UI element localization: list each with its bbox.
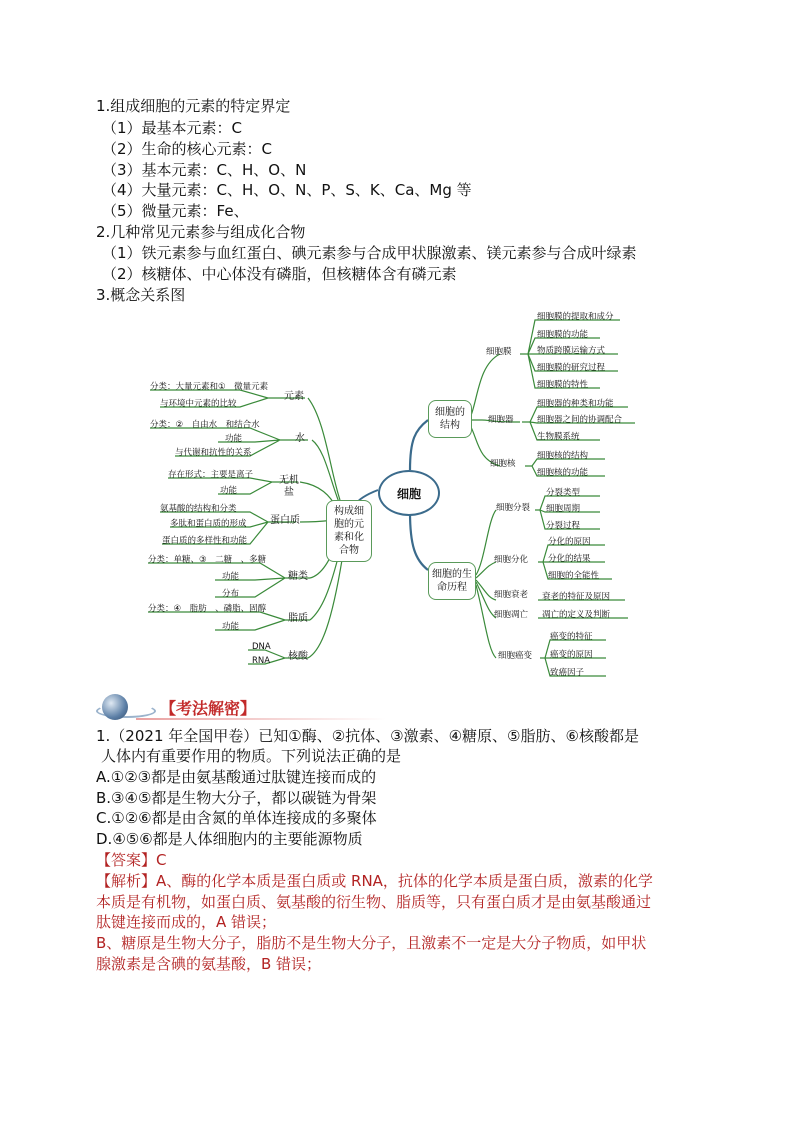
group-label: 细胞凋亡 [494, 610, 529, 620]
group-label: 细胞衰老 [494, 590, 529, 600]
leaf-node: 癌变的特征 [550, 632, 593, 642]
list-item: （1）铁元素参与血红蛋白、碘元素参与合成甲状腺激素、镁元素参与合成叶绿素 [102, 244, 637, 262]
group-label: 元素 [284, 391, 304, 402]
leaf-node: 分类：大量元素和① 微量元素 [150, 382, 269, 392]
group-label: 无机盐 [279, 475, 299, 498]
leaf-node: 分化的原因 [548, 537, 591, 547]
group-label: 细胞核 [490, 459, 516, 469]
group-label: 糖类 [288, 571, 308, 582]
hub-cell-structure: 细胞的结构 [428, 400, 472, 438]
leaf-node: 癌变的原因 [550, 650, 593, 660]
leaf-node: 分类：④ 脂肪 、磷脂、固醇 [148, 604, 267, 614]
group-label: 细胞分裂 [496, 503, 531, 513]
list-item: （4）大量元素：C、H、O、N、P、S、K、Ca、Mg 等 [102, 181, 472, 199]
answer: 【答案】C [96, 851, 167, 869]
leaf-node: 氨基酸的结构和分类 [160, 504, 237, 514]
leaf-node: 多肽和蛋白质的形成 [170, 519, 247, 529]
leaf-node: 衰老的特征及原因 [542, 592, 611, 602]
group-label: 细胞分化 [494, 555, 529, 565]
list-item: （3）基本元素：C、H、O、N [102, 161, 307, 179]
list-item: （2）生命的核心元素：C [102, 140, 273, 158]
heading-3: 3.概念关系图 [96, 286, 186, 304]
group-label: 脂质 [288, 613, 308, 624]
leaf-node: 蛋白质的多样性和功能 [162, 536, 248, 546]
list-item: （2）核糖体、中心体没有磷脂，但核糖体含有磷元素 [102, 265, 457, 283]
question-stem: 人体内有重要作用的物质。下列说法正确的是 [101, 747, 402, 765]
center-node-cell: 细胞 [378, 470, 440, 516]
section-banner [96, 692, 396, 722]
leaf-node: 细胞的全能性 [548, 571, 600, 581]
group-label: 细胞器 [488, 415, 514, 425]
leaf-node: DNA [252, 642, 271, 652]
group-label: 细胞膜 [486, 347, 512, 357]
leaf-node: 分裂过程 [546, 521, 581, 531]
leaf-node: 细胞核的功能 [537, 468, 589, 478]
analysis-line: B、糖原是生物大分子，脂肪不是生物大分子，且激素不一定是大分子物质，如甲状 [96, 934, 647, 952]
leaf-node: 与代谢和抗性的关系 [175, 448, 252, 458]
leaf-node: 分裂类型 [546, 488, 581, 498]
leaf-node: 凋亡的定义及判断 [542, 610, 611, 620]
analysis-line: 腺激素是含碘的氨基酸，B 错误； [96, 955, 322, 973]
leaf-node: 分布 [222, 589, 240, 599]
leaf-node: 分类：② 自由水 和结合水 [150, 420, 260, 430]
leaf-node: 分化的结果 [548, 554, 591, 564]
leaf-node: 生物膜系统 [537, 432, 580, 442]
leaf-node: 细胞膜的研究过程 [537, 363, 606, 373]
option-d: D.④⑤⑥都是人体细胞内的主要能源物质 [96, 830, 363, 848]
leaf-node: 功能 [220, 486, 238, 496]
leaf-node: 细胞膜的提取和成分 [537, 312, 614, 322]
group-label: 核酸 [288, 651, 308, 662]
list-item: （1）最基本元素：C [102, 119, 243, 137]
leaf-node: 存在形式：主要是离子 [168, 470, 254, 480]
leaf-node: 致癌因子 [550, 668, 585, 678]
question-stem: 1.（2021 年全国甲卷）已知①酶、②抗体、③激素、④糖原、⑤脂肪、⑥核酸都是 [96, 727, 639, 745]
heading-2: 2.几种常见元素参与组成化合物 [96, 223, 306, 241]
leaf-node: 细胞器之间的协调配合 [537, 415, 623, 425]
leaf-node: 细胞膜的功能 [537, 330, 589, 340]
leaf-node: 物质跨膜运输方式 [537, 346, 606, 356]
leaf-node: 细胞膜的特性 [537, 380, 589, 390]
option-b: B.③④⑤都是生物大分子，都以碳链为骨架 [96, 789, 377, 807]
leaf-node: 细胞器的种类和功能 [537, 399, 614, 409]
leaf-node: 功能 [222, 572, 240, 582]
option-a: A.①②③都是由氨基酸通过肽键连接而成的 [96, 768, 377, 786]
list-item: （5）微量元素：Fe、 [102, 202, 249, 220]
group-label: 细胞癌变 [498, 651, 533, 661]
leaf-node: 与环境中元素的比较 [160, 399, 237, 409]
leaf-node: 功能 [222, 622, 240, 632]
option-c: C.①②⑥都是由含氮的单体连接成的多聚体 [96, 809, 377, 827]
leaf-node: 细胞周期 [546, 504, 581, 514]
heading-1: 1.组成细胞的元素的特定界定 [96, 97, 291, 115]
analysis-line: 本质是有机物，如蛋白质、氨基酸的衍生物、脂质等，只有蛋白质才是由氨基酸通过 [96, 893, 652, 911]
leaf-node: 细胞核的结构 [537, 451, 589, 461]
leaf-node: 功能 [225, 434, 243, 444]
hub-elements-compounds: 构成细胞的元素和化合物 [326, 500, 372, 562]
section-title: 【考法解密】 [160, 699, 257, 718]
analysis-line: 肽键连接而成的，A 错误； [96, 913, 277, 931]
analysis-line: 【解析】A、酶的化学本质是蛋白质或 RNA，抗体的化学本质是蛋白质，激素的化学 [96, 872, 653, 890]
globe-icon [102, 694, 128, 720]
leaf-node: RNA [252, 656, 271, 666]
leaf-node: 分类：单糖、③ 二糖 、多糖 [148, 555, 267, 565]
hub-cell-life-history: 细胞的生命历程 [428, 562, 476, 600]
group-label: 蛋白质 [270, 515, 300, 526]
group-label: 水 [295, 433, 305, 444]
